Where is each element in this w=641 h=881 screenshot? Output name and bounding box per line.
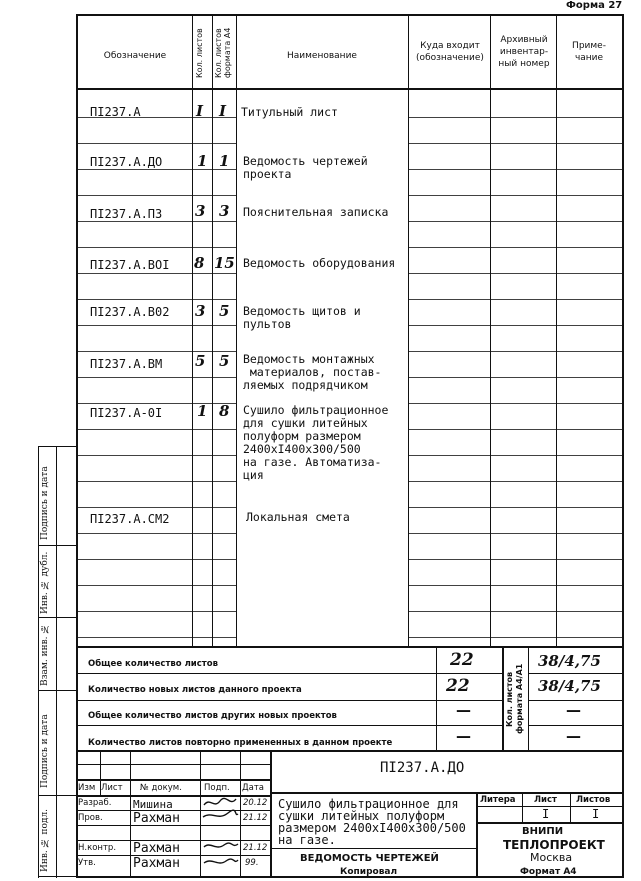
summary-total-a4: 38/4,75: [538, 652, 601, 670]
col-line-4: [408, 14, 409, 646]
col-line-2: [212, 14, 213, 646]
row-7-sheets: 1: [197, 402, 208, 420]
header-archive: Архивный инвентар- ный номер: [498, 35, 550, 70]
header-note: Приме- чание: [572, 41, 606, 64]
summary-reused-label: Количество листов повторно примененных в данном проекте: [88, 738, 393, 748]
tb-sheets-value: I: [592, 807, 600, 821]
row-line-right: [408, 429, 624, 430]
row-line-left: [76, 481, 236, 482]
summary-other-value: —: [456, 701, 471, 719]
row-line-right: [408, 273, 624, 274]
row-line-left: [76, 143, 236, 144]
col-line-3: [236, 14, 237, 646]
tb-utv-label: Утв.: [78, 858, 96, 868]
tb-hdr-izm: Изм: [78, 783, 96, 793]
row-3-a4: 3: [219, 202, 230, 220]
header-name: Наименование: [287, 51, 357, 61]
tb-litera-label: Литера: [480, 795, 516, 805]
tb-description: Сушило фильтрационное для сушки литейных полуформ размером 2400хI400х300/500 на газе.: [278, 797, 466, 847]
tb-nkontr-date: 21.12: [243, 843, 268, 853]
tb-col-list: [130, 750, 131, 878]
row-line-left: [76, 533, 236, 534]
side-sep-2: [38, 617, 76, 618]
summary-reused-value: —: [456, 727, 471, 745]
row-line-left: [76, 351, 236, 352]
row-line-right: [408, 585, 624, 586]
summary-col-1: [436, 646, 437, 750]
summary-line-right-1: [528, 673, 624, 674]
row-1-a4: I: [219, 102, 227, 120]
row-7-a4: 8: [219, 402, 230, 420]
tb-utv-date: 99.: [245, 858, 259, 868]
row-line-right: [408, 507, 624, 508]
row-2-name: Ведомость чертежей проекта: [243, 154, 368, 181]
row-3-name: Пояснительная записка: [243, 205, 389, 219]
signature-marks: [200, 795, 240, 877]
row-1-sheets: I: [196, 102, 204, 120]
row-line-right: [408, 481, 624, 482]
tb-hdr-sign: Подп.: [204, 783, 230, 793]
row-line-left: [76, 637, 236, 638]
row-2-sheets: 1: [197, 152, 208, 170]
titleblock-right-row1: [476, 806, 624, 807]
tb-nkontr-name: Рахман: [133, 841, 180, 856]
col-line-1: [192, 14, 193, 646]
tb-sheets-label: Листов: [576, 795, 611, 805]
tb-prov-label: Пров.: [78, 813, 103, 823]
summary-new-a4: 38/4,75: [538, 677, 601, 695]
row-4-code: ПI237.А.ВОI: [90, 258, 170, 272]
tb-city: Москва: [530, 851, 573, 864]
row-line-right: [408, 195, 624, 196]
row-4-name: Ведомость оборудования: [243, 256, 396, 270]
summary-other-label: Общее количество листов других новых проектов: [88, 711, 337, 721]
footer-copied: Копировал: [340, 867, 398, 877]
row-3-code: ПI237.А.ПЗ: [90, 207, 163, 221]
summary-reused-a4: —: [566, 727, 581, 745]
summary-line-2: [76, 700, 502, 701]
summary-line-right-3: [528, 725, 624, 726]
row-line-left: [76, 403, 236, 404]
side-inner: [56, 446, 57, 878]
tb-sheet-label: Лист: [534, 795, 557, 805]
row-line-left: [76, 195, 236, 196]
summary-col-3: [528, 646, 529, 750]
row-line-right: [408, 351, 624, 352]
side-sign-date-2: Подпись и дата: [40, 714, 50, 788]
col-line-6: [556, 14, 557, 646]
row-line-right: [408, 117, 624, 118]
titleblock-right-col: [476, 792, 478, 878]
side-top: [38, 446, 76, 447]
row-5-a4: 5: [219, 302, 230, 320]
row-line-left: [76, 455, 236, 456]
row-line-right: [408, 455, 624, 456]
row-5-name: Ведомость щитов и пультов: [243, 304, 361, 331]
tb-prov-name: Рахман: [133, 811, 180, 826]
tb-org-1: ВНИПИ: [522, 826, 564, 837]
row-4-a4: 15: [214, 254, 235, 272]
tb-org-2: ТЕПЛОПРОЕКТ: [503, 838, 605, 852]
row-2-code: ПI237.А.ДО: [90, 155, 163, 169]
tb-razrab-name: Мишина: [133, 798, 173, 811]
form-label: Форма 27: [566, 0, 623, 11]
titleblock-litera-col2: [570, 792, 571, 822]
tb-hdr-date: Дата: [242, 783, 265, 793]
row-line-right: [408, 377, 624, 378]
row-6-name: Ведомость монтажных материалов, постав- ляемых подрядчиком: [243, 352, 382, 392]
row-6-code: ПI237.А.ВМ: [90, 357, 163, 371]
summary-top-line: [76, 646, 624, 648]
row-line-left: [76, 507, 236, 508]
row-line-left: [76, 585, 236, 586]
summary-other-a4: —: [566, 701, 581, 719]
tb-col-sign: [240, 750, 241, 878]
row-line-left: [76, 377, 236, 378]
row-6-sheets: 5: [195, 352, 206, 370]
row-8-name: Локальная смета: [246, 510, 350, 524]
row-line-left: [76, 325, 236, 326]
row-line-right: [408, 299, 624, 300]
row-line-right: [408, 403, 624, 404]
row-line-left: [76, 273, 236, 274]
tb-hdr-doc: № докум.: [140, 783, 182, 793]
row-7-name: Сушило фильтрационное для сушки литейных полуформ размером 2400хI400х300/500 на газе. Автоматиза- ция: [243, 403, 389, 482]
row-2-a4: 1: [219, 152, 230, 170]
titleblock-right-row2: [476, 822, 624, 824]
tb-sheet-value: I: [542, 807, 550, 821]
side-inv-orig: Инв. № подл.: [40, 808, 50, 872]
row-3-sheets: 3: [195, 202, 206, 220]
row-line-right: [408, 169, 624, 170]
summary-line-1: [76, 673, 502, 674]
titleblock-divider: [270, 750, 272, 878]
row-1-code: ПI237.А: [90, 105, 141, 119]
row-line-right: [408, 221, 624, 222]
tb-doc-title: ВЕДОМОСТЬ ЧЕРТЕЖЕЙ: [300, 853, 439, 864]
tb-razrab-label: Разраб.: [78, 798, 112, 808]
row-5-code: ПI237.А.В02: [90, 305, 170, 319]
row-line-right: [408, 559, 624, 560]
row-line-left: [76, 559, 236, 560]
tb-razrab-date: 20.12: [243, 798, 268, 808]
row-line-left: [76, 221, 236, 222]
row-line-left: [76, 299, 236, 300]
frame-top: [76, 14, 624, 16]
summary-total-label: Общее количество листов: [88, 659, 218, 669]
row-line-left: [76, 611, 236, 612]
header-designation: Обозначение: [103, 51, 167, 61]
header-a4-count: Кол. листов формата А4: [214, 27, 232, 79]
tb-utv-name: Рахман: [133, 856, 180, 871]
side-bottom: [38, 876, 76, 877]
side-outer-left: [38, 446, 39, 878]
row-line-right: [408, 325, 624, 326]
row-8-code: ПI237.А.СМ2: [90, 512, 170, 526]
row-6-a4: 5: [219, 352, 230, 370]
row-line-right: [408, 247, 624, 248]
col-line-5: [490, 14, 491, 646]
row-line-right: [408, 533, 624, 534]
row-line-right: [408, 143, 624, 144]
header-sheet-count: Кол. листов: [195, 28, 204, 78]
tb-prov-date: 21.12: [243, 813, 268, 823]
side-sep-4: [38, 795, 76, 796]
row-line-right: [408, 611, 624, 612]
titleblock-top-line: [76, 750, 624, 752]
side-sep-1: [38, 545, 76, 546]
tb-code: ПI237.А.ДО: [380, 760, 465, 776]
row-line-left: [76, 429, 236, 430]
footer-format: Формат А4: [520, 867, 577, 877]
side-inv-dup: Инв. № дубл.: [40, 551, 50, 614]
row-4-sheets: 8: [194, 254, 205, 272]
row-1-name: Титульный лист: [241, 105, 338, 119]
header-destination: Куда входит (обозначение): [416, 41, 484, 64]
summary-new-value: 22: [446, 676, 470, 696]
summary-new-label: Количество новых листов данного проекта: [88, 685, 302, 695]
row-7-code: ПI237.А-0I: [90, 406, 163, 420]
titleblock-title-line: [270, 848, 476, 849]
summary-col-2: [502, 646, 504, 750]
summary-a4a1-label: Кол. листов формата А4/А1: [505, 663, 524, 735]
header-bottom-line: [76, 88, 624, 90]
summary-total-value: 22: [450, 650, 474, 670]
row-5-sheets: 3: [195, 302, 206, 320]
summary-line-3: [76, 725, 502, 726]
side-replace-inv: Взам. инв. №: [40, 623, 50, 686]
side-sign-date-1: Подпись и дата: [40, 466, 50, 540]
titleblock-litera-col1: [522, 792, 523, 822]
tb-hdr-list: Лист: [101, 783, 123, 793]
row-line-left: [76, 169, 236, 170]
tb-nkontr-label: Н.контр.: [78, 843, 117, 853]
row-line-left: [76, 247, 236, 248]
side-sep-3: [38, 690, 76, 691]
row-line-right: [408, 637, 624, 638]
